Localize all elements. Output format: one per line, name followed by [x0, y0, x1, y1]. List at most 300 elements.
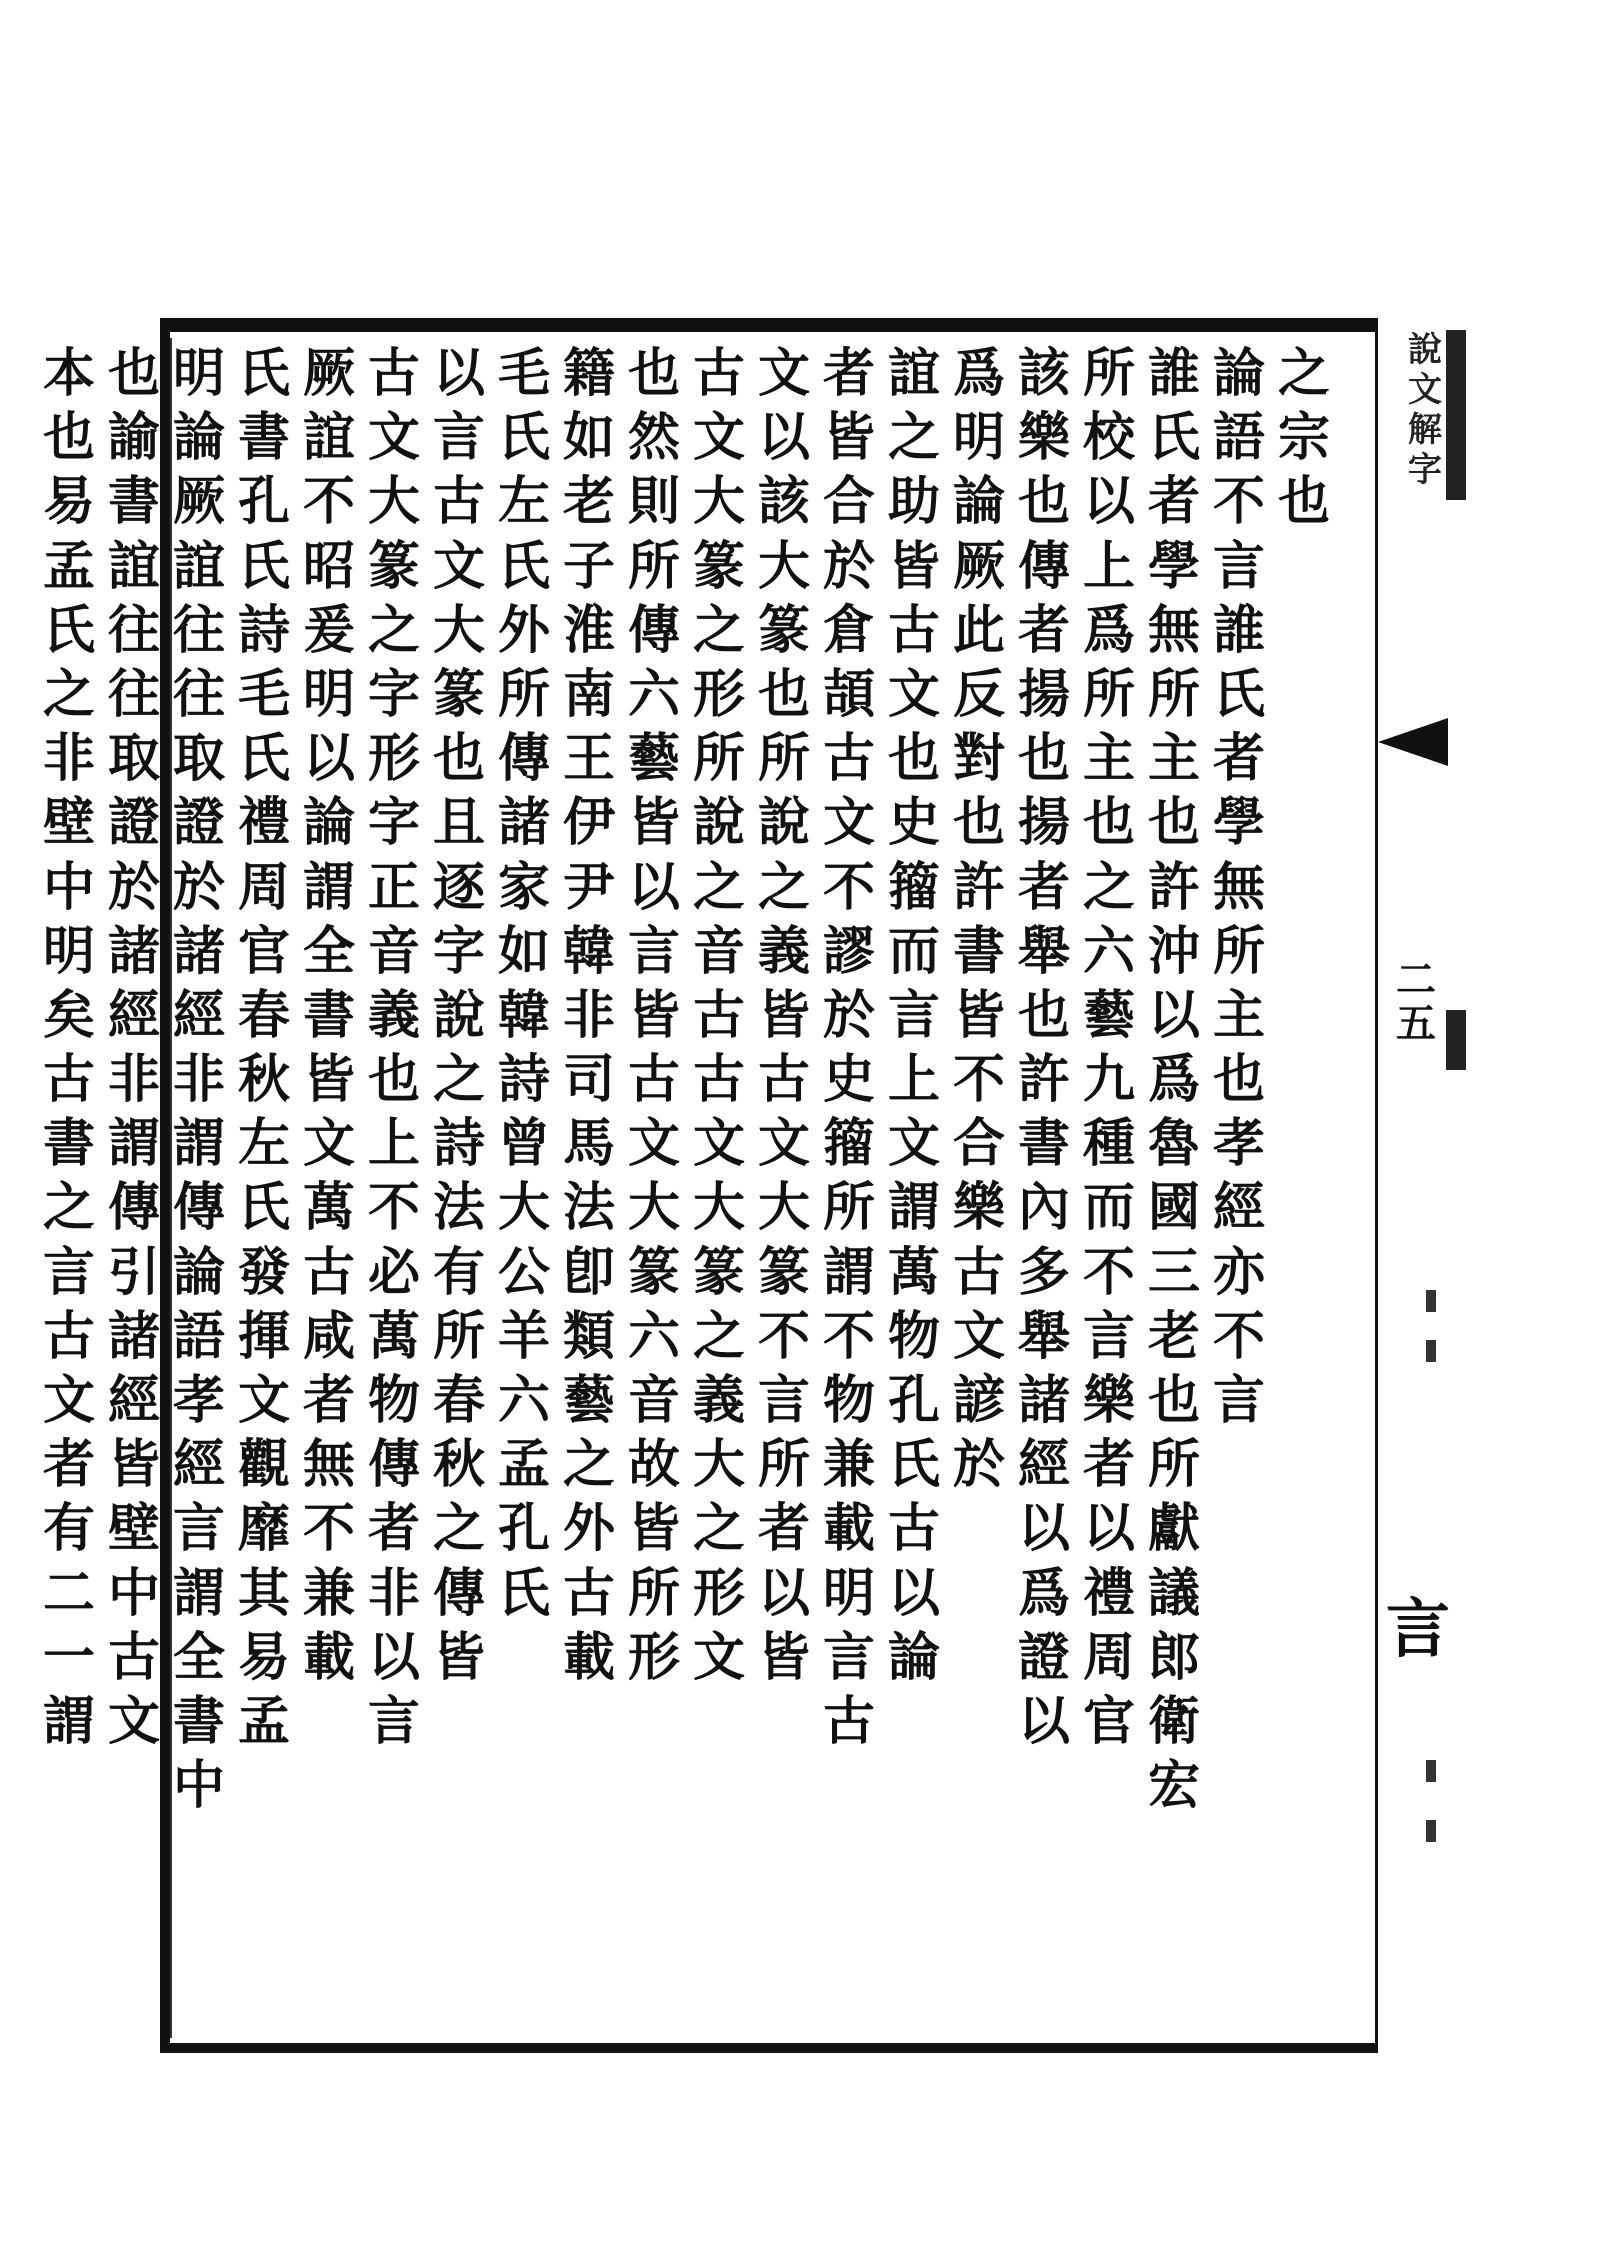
glyph: 以 [627, 856, 680, 918]
glyph: 籍 [562, 343, 615, 404]
glyph: 許 [1147, 856, 1200, 918]
glyph: 取 [172, 728, 225, 790]
glyph: 所 [1147, 663, 1200, 725]
text-column [623, 342, 685, 1690]
glyph: 言 [367, 1690, 420, 1752]
glyph: 傳 [172, 1177, 225, 1239]
glyph: 者 [1082, 1434, 1135, 1496]
glyph: 說 [432, 984, 485, 1046]
glyph: 諸 [497, 792, 550, 854]
glyph: 不 [302, 471, 355, 533]
glyph: 合 [952, 1113, 1005, 1175]
glyph: 文 [432, 535, 485, 597]
glyph: 該 [1017, 343, 1070, 404]
glyph: 皆 [107, 1434, 160, 1496]
glyph: 孔 [887, 1370, 940, 1431]
glyph: 舉 [1017, 1305, 1070, 1367]
glyph: 言 [172, 1498, 225, 1560]
glyph: 明 [302, 663, 355, 725]
glyph: 也 [952, 792, 1005, 854]
glyph: 物 [367, 1370, 420, 1431]
glyph: 文 [757, 1113, 810, 1175]
glyph: 樂 [1017, 407, 1070, 469]
glyph: 諸 [1017, 1370, 1070, 1431]
glyph: 物 [887, 1305, 940, 1367]
glyph: 也 [887, 728, 940, 790]
text-column [1208, 342, 1270, 1433]
glyph: 不 [822, 856, 875, 918]
glyph: 字 [432, 920, 485, 982]
glyph: 引 [107, 1241, 160, 1303]
glyph: 經 [107, 1370, 160, 1431]
text-column [363, 342, 425, 1754]
glyph: 非 [562, 984, 615, 1046]
glyph: 內 [1017, 1177, 1070, 1239]
glyph: 公 [497, 1241, 550, 1303]
glyph: 形 [692, 663, 745, 725]
fold-dash [1426, 1820, 1436, 1842]
glyph: 於 [822, 535, 875, 597]
glyph: 書 [302, 984, 355, 1046]
glyph: 官 [1082, 1690, 1135, 1752]
glyph: 往 [107, 599, 160, 661]
glyph: 謂 [172, 1562, 225, 1624]
glyph: 外 [497, 599, 550, 661]
glyph: 則 [627, 471, 680, 533]
glyph: 大 [627, 1177, 680, 1239]
glyph: 傳 [107, 1177, 160, 1239]
glyph: 厥 [302, 343, 355, 404]
fold-margin [1390, 318, 1480, 2053]
glyph: 形 [627, 1626, 680, 1688]
glyph: 多 [1017, 1241, 1070, 1303]
glyph: 語 [172, 1305, 225, 1367]
glyph: 亦 [1212, 1241, 1265, 1303]
glyph: 國 [1147, 1177, 1200, 1239]
glyph: 大 [692, 471, 745, 533]
glyph: 許 [1017, 1049, 1070, 1111]
glyph: 其 [237, 1562, 290, 1624]
glyph: 壁 [107, 1498, 160, 1560]
glyph: 者 [757, 1498, 810, 1560]
glyph: 往 [107, 663, 160, 725]
glyph: 有 [42, 1498, 95, 1560]
glyph: 古 [692, 1049, 745, 1111]
glyph: 謂 [302, 856, 355, 918]
glyph: 伊 [562, 792, 615, 854]
glyph: 上 [1082, 535, 1135, 597]
fold-title-char: 文 [1408, 370, 1442, 410]
glyph: 非 [107, 1049, 160, 1111]
glyph: 爲 [1147, 1049, 1200, 1111]
fold-dash [1426, 1340, 1436, 1362]
glyph: 議 [1147, 1562, 1200, 1624]
glyph: 有 [432, 1241, 485, 1303]
glyph: 曾 [497, 1113, 550, 1175]
glyph: 老 [562, 471, 615, 533]
glyph: 詩 [432, 1113, 485, 1175]
glyph: 者 [1212, 728, 1265, 790]
glyph: 官 [237, 920, 290, 982]
glyph: 古 [952, 1241, 1005, 1303]
glyph: 藝 [1082, 984, 1135, 1046]
glyph: 毛 [237, 663, 290, 725]
glyph: 衛 [1147, 1690, 1200, 1752]
glyph: 揚 [1017, 792, 1070, 854]
glyph: 也 [1277, 471, 1330, 533]
glyph: 言 [887, 984, 940, 1046]
glyph: 說 [757, 792, 810, 854]
glyph: 之 [692, 1305, 745, 1367]
glyph: 於 [822, 984, 875, 1046]
glyph: 者 [822, 343, 875, 404]
glyph: 主 [1147, 728, 1200, 790]
glyph: 言 [822, 1626, 875, 1688]
glyph: 古 [887, 599, 940, 661]
glyph: 之 [42, 1177, 95, 1239]
glyph: 經 [107, 984, 160, 1046]
glyph: 氏 [237, 343, 290, 404]
glyph: 萬 [887, 1241, 940, 1303]
glyph: 謂 [172, 1113, 225, 1175]
glyph: 上 [367, 1113, 420, 1175]
glyph: 形 [692, 1562, 745, 1624]
glyph: 九 [1082, 1049, 1135, 1111]
glyph: 毛 [497, 343, 550, 404]
glyph: 尹 [562, 856, 615, 918]
glyph: 該 [757, 471, 810, 533]
glyph: 頡 [822, 663, 875, 725]
glyph: 古 [822, 728, 875, 790]
glyph: 所 [757, 1434, 810, 1496]
text-column [1013, 342, 1075, 1754]
glyph: 孝 [1212, 1113, 1265, 1175]
glyph: 非 [367, 1562, 420, 1624]
glyph: 禮 [1082, 1562, 1135, 1624]
glyph: 以 [302, 728, 355, 790]
glyph: 宗 [1277, 407, 1330, 469]
glyph: 大 [692, 1434, 745, 1496]
glyph: 揚 [1017, 663, 1070, 725]
glyph: 也 [367, 1049, 420, 1111]
glyph: 不 [757, 1305, 810, 1367]
glyph: 非 [172, 1049, 225, 1111]
glyph: 氏 [497, 535, 550, 597]
glyph: 孔 [237, 471, 290, 533]
glyph: 樂 [952, 1177, 1005, 1239]
fold-section-char: 言 [1386, 1592, 1450, 1667]
text-column [298, 342, 360, 1690]
glyph: 對 [952, 728, 1005, 790]
glyph: 大 [432, 599, 485, 661]
glyph: 也 [1017, 984, 1070, 1046]
glyph: 三 [1147, 1241, 1200, 1303]
glyph: 古 [822, 1690, 875, 1752]
glyph: 如 [562, 407, 615, 469]
glyph: 謂 [822, 1241, 875, 1303]
glyph: 之 [887, 407, 940, 469]
glyph: 羊 [497, 1305, 550, 1367]
fold-title-char: 解 [1408, 410, 1442, 450]
glyph: 爲 [1082, 599, 1135, 661]
glyph: 言 [627, 920, 680, 982]
glyph: 之 [1277, 343, 1330, 404]
glyph: 春 [237, 984, 290, 1046]
glyph: 之 [1082, 856, 1135, 918]
glyph: 文 [692, 1113, 745, 1175]
text-column [233, 342, 295, 1754]
glyph: 且 [432, 792, 485, 854]
glyph: 所 [1212, 920, 1265, 982]
fold-title [1408, 330, 1448, 490]
glyph: 音 [367, 920, 420, 982]
glyph: 詩 [237, 599, 290, 661]
glyph: 氏 [237, 728, 290, 790]
glyph: 大 [757, 1177, 810, 1239]
glyph: 誼 [887, 343, 940, 404]
glyph: 篆 [627, 1241, 680, 1303]
glyph: 皆 [627, 984, 680, 1046]
glyph: 大 [497, 1177, 550, 1239]
glyph: 文 [692, 1626, 745, 1688]
glyph: 上 [887, 1049, 940, 1111]
glyph: 謂 [107, 1113, 160, 1175]
glyph: 文 [822, 792, 875, 854]
glyph: 不 [1212, 471, 1265, 533]
glyph: 子 [562, 535, 615, 597]
fold-dash [1426, 1760, 1436, 1782]
glyph: 誰 [1147, 343, 1200, 404]
text-column [688, 342, 750, 1690]
glyph: 孟 [237, 1690, 290, 1752]
glyph: 也 [42, 407, 95, 469]
glyph: 書 [42, 1113, 95, 1175]
glyph: 所 [1147, 1434, 1200, 1496]
glyph: 篆 [757, 599, 810, 661]
glyph: 經 [172, 984, 225, 1046]
glyph: 秋 [237, 1049, 290, 1111]
glyph: 皆 [952, 984, 1005, 1046]
glyph: 也 [1147, 1370, 1200, 1431]
fold-title-char: 說 [1408, 330, 1442, 370]
glyph: 言 [1082, 1305, 1135, 1367]
glyph: 以 [1017, 1690, 1070, 1752]
glyph: 老 [1147, 1305, 1200, 1367]
glyph: 明 [822, 1562, 875, 1624]
glyph: 不 [302, 1498, 355, 1560]
glyph: 者 [42, 1434, 95, 1496]
glyph: 古 [627, 1049, 680, 1111]
glyph: 六 [627, 663, 680, 725]
glyph: 秋 [432, 1434, 485, 1496]
leaf-number [1396, 958, 1436, 1046]
glyph: 文 [237, 1370, 290, 1431]
glyph: 非 [42, 728, 95, 790]
glyph: 故 [627, 1434, 680, 1496]
glyph: 傳 [497, 728, 550, 790]
glyph: 之 [692, 856, 745, 918]
glyph: 宏 [1147, 1755, 1200, 1817]
glyph: 明 [42, 920, 95, 982]
glyph: 沖 [1147, 920, 1200, 982]
text-column [753, 342, 815, 1690]
glyph: 誼 [107, 535, 160, 597]
glyph: 古 [432, 471, 485, 533]
glyph: 此 [952, 599, 1005, 661]
glyph: 以 [757, 1562, 810, 1624]
glyph: 書 [237, 407, 290, 469]
glyph: 以 [1147, 984, 1200, 1046]
glyph: 字 [367, 663, 420, 725]
glyph: 謂 [42, 1690, 95, 1752]
glyph: 載 [562, 1626, 615, 1688]
glyph: 馬 [562, 1113, 615, 1175]
glyph: 樂 [1082, 1370, 1135, 1431]
glyph: 文 [367, 407, 420, 469]
glyph: 言 [42, 1241, 95, 1303]
text-column [1143, 342, 1205, 1818]
glyph: 書 [172, 1690, 225, 1752]
fold-title-char: 字 [1408, 450, 1442, 490]
glyph: 法 [432, 1177, 485, 1239]
glyph: 家 [497, 856, 550, 918]
glyph: 論 [172, 407, 225, 469]
glyph: 類 [562, 1305, 615, 1367]
glyph: 昭 [302, 535, 355, 597]
glyph: 證 [172, 792, 225, 854]
glyph: 二 [42, 1562, 95, 1624]
glyph: 所 [432, 1305, 485, 1367]
glyph: 以 [432, 343, 485, 404]
glyph: 氏 [42, 599, 95, 661]
glyph: 也 [1212, 1049, 1265, 1111]
glyph: 氏 [497, 1562, 550, 1624]
glyph: 所 [757, 728, 810, 790]
glyph: 皆 [302, 1049, 355, 1111]
glyph: 中 [172, 1755, 225, 1817]
glyph: 皆 [627, 1498, 680, 1560]
glyph: 古 [692, 984, 745, 1046]
glyph: 無 [1212, 856, 1265, 918]
glyph: 助 [887, 471, 940, 533]
glyph: 周 [1082, 1626, 1135, 1688]
glyph: 之 [757, 856, 810, 918]
glyph: 者 [1147, 471, 1200, 533]
glyph: 孔 [497, 1498, 550, 1560]
glyph: 中 [107, 1562, 160, 1624]
glyph: 正 [367, 856, 420, 918]
glyph: 六 [1082, 920, 1135, 982]
glyph: 孟 [42, 535, 95, 597]
glyph: 籀 [887, 856, 940, 918]
glyph: 諸 [172, 920, 225, 982]
glyph: 也 [1017, 471, 1070, 533]
glyph: 書 [107, 471, 160, 533]
glyph: 六 [627, 1305, 680, 1367]
text-column [38, 342, 100, 1754]
glyph: 司 [562, 1049, 615, 1111]
glyph: 厥 [952, 535, 1005, 597]
glyph: 魯 [1147, 1113, 1200, 1175]
glyph: 古 [367, 343, 420, 404]
glyph: 大 [692, 1177, 745, 1239]
glyph: 舉 [1017, 920, 1070, 982]
glyph: 諸 [107, 920, 160, 982]
glyph: 篆 [692, 1241, 745, 1303]
glyph: 法 [562, 1177, 615, 1239]
text-column [558, 342, 620, 1690]
glyph: 傳 [627, 599, 680, 661]
glyph: 篆 [367, 535, 420, 597]
glyph: 王 [562, 728, 615, 790]
glyph: 孟 [497, 1434, 550, 1496]
glyph: 不 [1212, 1305, 1265, 1367]
glyph: 咸 [302, 1305, 355, 1367]
glyph: 諺 [952, 1370, 1005, 1431]
glyph: 者 [367, 1498, 420, 1560]
glyph: 氏 [887, 1434, 940, 1496]
glyph: 爲 [952, 343, 1005, 404]
glyph: 一 [42, 1626, 95, 1688]
glyph: 籀 [822, 1113, 875, 1175]
glyph: 書 [952, 920, 1005, 982]
glyph: 言 [432, 407, 485, 469]
glyph: 兼 [822, 1434, 875, 1496]
glyph: 許 [952, 856, 1005, 918]
glyph: 於 [107, 856, 160, 918]
glyph: 音 [627, 1370, 680, 1431]
glyph: 之 [42, 663, 95, 725]
glyph: 證 [1017, 1626, 1070, 1688]
glyph: 韓 [497, 984, 550, 1046]
glyph: 學 [1147, 535, 1200, 597]
glyph: 所 [692, 728, 745, 790]
glyph: 以 [887, 1562, 940, 1624]
glyph: 以 [757, 407, 810, 469]
glyph: 禮 [237, 792, 290, 854]
glyph: 萬 [302, 1177, 355, 1239]
fold-bar [1446, 1010, 1466, 1070]
fishtail-mark [1378, 718, 1448, 766]
glyph: 形 [367, 728, 420, 790]
glyph: 篆 [757, 1241, 810, 1303]
glyph: 傳 [1017, 535, 1070, 597]
glyph: 必 [367, 1241, 420, 1303]
glyph: 矣 [42, 984, 95, 1046]
glyph: 論 [887, 1626, 940, 1688]
glyph: 古 [757, 1049, 810, 1111]
text-column [428, 342, 490, 1690]
glyph: 古 [562, 1562, 615, 1624]
glyph: 經 [1017, 1434, 1070, 1496]
glyph: 皆 [887, 535, 940, 597]
glyph: 誼 [172, 535, 225, 597]
glyph: 古 [42, 1049, 95, 1111]
glyph: 史 [887, 792, 940, 854]
glyph: 壁 [42, 792, 95, 854]
glyph: 文 [887, 663, 940, 725]
glyph: 合 [822, 471, 875, 533]
glyph: 所 [822, 1177, 875, 1239]
glyph: 往 [172, 599, 225, 661]
glyph: 言 [1212, 535, 1265, 597]
glyph: 大 [367, 471, 420, 533]
glyph: 兼 [302, 1562, 355, 1624]
glyph: 郎 [1147, 1626, 1200, 1688]
glyph: 大 [757, 535, 810, 597]
glyph: 如 [497, 920, 550, 982]
leaf-char: 二 [1396, 956, 1436, 1003]
